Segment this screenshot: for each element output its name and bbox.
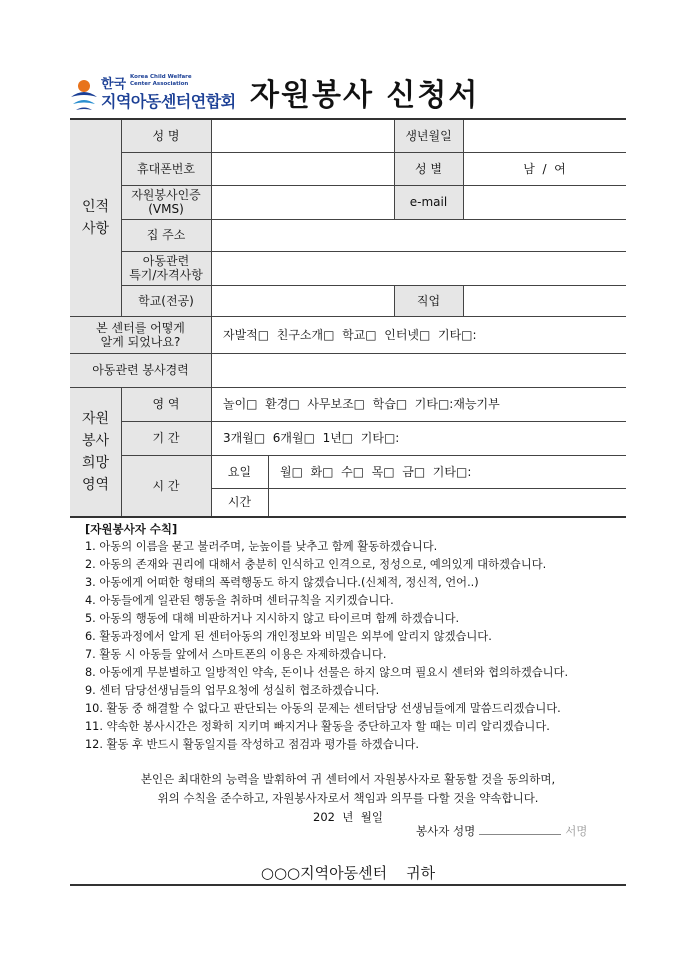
grid-line <box>121 120 122 316</box>
hope-section-label: 자원 봉사 희망 영역 <box>70 387 121 516</box>
grid-line <box>121 285 626 286</box>
rule-item: 3. 아동에게 어떠한 형태의 폭력행동도 하지 않겠습니다.(신체적, 정신적, 언어..) <box>85 576 479 589</box>
email-label: e-mail <box>394 185 463 219</box>
skills-field[interactable] <box>211 251 626 285</box>
agreement-line-1: 본인은 최대한의 능력을 발휘하여 귀 센터에서 자원봉사자로 활동할 것을 동의하며, <box>140 772 556 786</box>
rule-item: 4. 아동들에게 일관된 행동을 취하며 센터규칙을 지키겠습니다. <box>85 594 394 607</box>
birth-label: 생년월일 <box>394 120 463 152</box>
grid-line <box>121 185 626 186</box>
logo-english-name: Korea Child Welfare Center Association <box>130 74 192 87</box>
rule-item: 8. 아동에게 무분별하고 일방적인 약속, 돈이나 선물은 하지 않으며 필요시 센터와 협의하겠습니다. <box>85 666 569 679</box>
logo-korean-short: 한국 <box>101 77 127 92</box>
vms-label: 자원봉사인증 (VMS) <box>121 185 211 219</box>
grid-line <box>70 387 626 388</box>
phone-field[interactable] <box>211 152 394 185</box>
day-label: 요일 <box>227 464 252 479</box>
personal-section-label: 인적 사항 <box>70 120 121 316</box>
vms-field[interactable] <box>211 185 394 219</box>
period-label: 기 간 <box>121 421 211 455</box>
rule-item: 6. 활동과정에서 알게 된 센터아동의 개인정보와 비밀은 외부에 알리지 않겠습니다. <box>85 630 492 643</box>
address-field[interactable] <box>211 219 626 251</box>
bottom-divider <box>70 884 626 886</box>
grid-line <box>211 120 212 516</box>
rule-item: 5. 아동의 행동에 대해 비판하거나 지시하지 않고 타이르며 함께 하겠습니다. <box>85 612 460 625</box>
grid-line <box>70 353 626 354</box>
school-label: 학교(전공) <box>121 285 211 316</box>
grid-line <box>121 455 626 456</box>
grid-line <box>121 251 626 252</box>
rule-item: 10. 활동 중 해결할 수 없다고 판단되는 아동의 문제는 센터담당 선생님들에게 말씀드리겠습니다. <box>85 702 561 715</box>
signature-row <box>416 823 587 839</box>
grid-line <box>121 219 626 220</box>
rule-item: 9. 센터 담당선생님들의 업무요청에 성실히 협조하겠습니다. <box>85 684 380 697</box>
address-label: 집 주소 <box>121 219 211 251</box>
grid-line <box>211 488 626 489</box>
signature-field[interactable] <box>479 834 561 835</box>
grid-line <box>121 152 626 153</box>
grid-line <box>463 120 464 219</box>
sign-mark: 서명 <box>565 824 588 838</box>
school-field[interactable] <box>211 285 394 316</box>
period-options[interactable]: 3개월□ 6개월□ 1년□ 기타□: <box>223 431 400 445</box>
volunteer-rules <box>85 520 605 754</box>
skills-label: 아동관련 특기/자격사항 <box>121 251 211 285</box>
gender-options[interactable]: 남 / 여 <box>523 161 566 176</box>
grid-line <box>121 421 626 422</box>
agreement-line-2: 위의 수칙을 준수하고, 자원봉사자로서 책임과 의무를 다할 것을 약속합니다. <box>157 791 539 805</box>
grid-line <box>394 120 395 219</box>
rule-item: 11. 약속한 봉사시간은 정확히 지키며 빠지거나 활동을 중단하고자 할 때는 미리 알리겠습니다. <box>85 720 550 733</box>
time-label: 시 간 <box>121 455 211 516</box>
gender-label: 성 별 <box>394 152 463 185</box>
grid-line <box>121 387 122 516</box>
phone-label: 휴대폰번호 <box>121 152 211 185</box>
rule-item: 1. 아동의 이름을 묻고 불러주며, 눈높이를 낮추고 함께 활동하겠습니다. <box>85 540 438 553</box>
name-label: 성 명 <box>121 120 211 152</box>
job-label: 직업 <box>394 285 463 316</box>
hour-field[interactable] <box>268 488 626 516</box>
area-label: 영 역 <box>121 387 211 421</box>
how-know-options[interactable]: 자발적□ 친구소개□ 학교□ 인터넷□ 기타□: <box>223 327 477 342</box>
rule-item: 7. 활동 시 아동들 앞에서 스마트폰의 이용은 자제하겠습니다. <box>85 648 387 661</box>
signer-label: 봉사자 성명 <box>416 824 476 838</box>
grid-line <box>394 285 395 316</box>
agreement-date[interactable]: 202 년 월일 <box>313 810 383 824</box>
grid-line <box>463 285 464 316</box>
experience-label: 아동관련 봉사경력 <box>70 353 211 387</box>
agreement-statement <box>70 770 626 827</box>
job-field[interactable] <box>463 285 626 316</box>
grid-line <box>70 316 626 317</box>
grid-line <box>268 455 269 516</box>
day-options[interactable]: 월□ 화□ 수□ 목□ 금□ 기타□: <box>280 464 472 479</box>
rule-item: 2. 아동의 존재와 권리에 대해서 충분히 인식하고 인격으로, 정성으로, 예의있게 대하겠습니다. <box>85 558 547 571</box>
addressee: ○○○지역아동센터 귀하 <box>260 864 436 882</box>
name-field[interactable] <box>211 120 394 152</box>
page-title: 자원봉사 신청서 <box>250 78 480 113</box>
rules-heading: [자원봉사자 수칙] <box>85 522 178 536</box>
hour-label: 시간 <box>227 495 252 509</box>
experience-field[interactable] <box>211 353 626 387</box>
birth-field[interactable] <box>463 120 626 152</box>
logo-korean-full: 지역아동센터연합회 <box>101 92 236 111</box>
how-know-label: 본 센터를 어떻게 알게 되었나요? <box>70 316 211 353</box>
rule-item: 12. 활동 후 반드시 활동일지를 작성하고 점검과 평가를 하겠습니다. <box>85 738 420 751</box>
table-bottom-line <box>70 516 626 518</box>
email-field[interactable] <box>463 185 626 219</box>
area-options[interactable]: 놀이□ 환경□ 사무보조□ 학습□ 기타□:재능기부 <box>223 397 500 411</box>
